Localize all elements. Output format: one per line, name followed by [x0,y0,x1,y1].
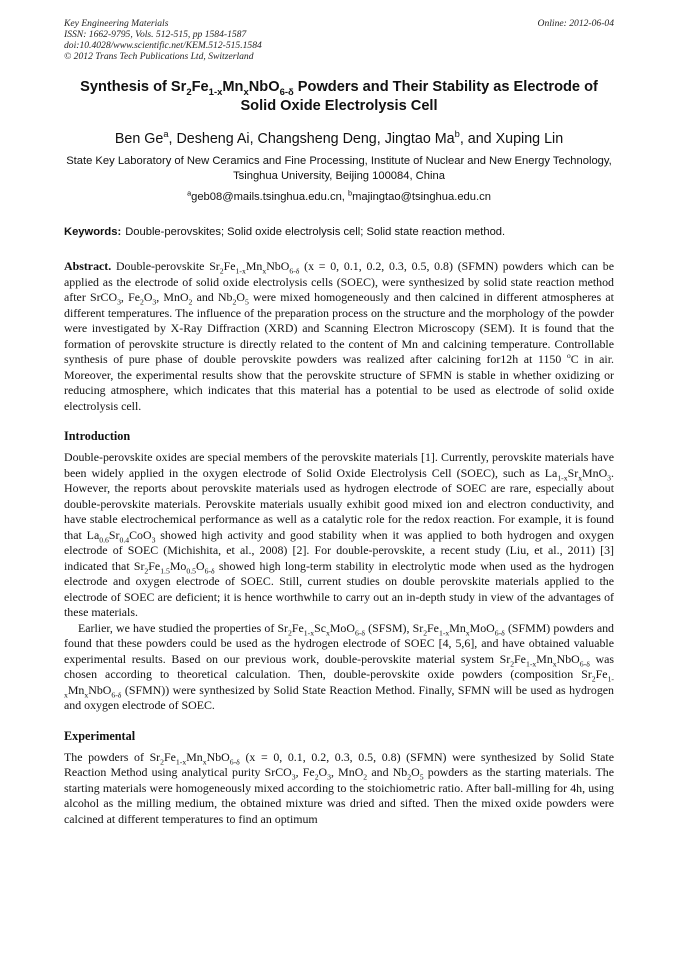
keywords [64,225,614,240]
email-b: majingtao@tsinghua.edu.cn [352,191,491,203]
online-date: Online: 2012-06-04 [537,18,614,29]
journal-header [64,18,614,62]
experimental-paragraph-1: The powders of $Sr_2Fe_{1-x}Mn_xNbO_{6-\delta}$ (x = 0, 0.1, 0.2, 0.3, 0.5, 0.8) (SFMN) were synthesized by Solid State Reaction Method using analytical purity SrCO$_3$, $Fe_2O_3$, MnO$_2$ and $Nb_2O_5$ powders as the starting materials. The starting materials were homogeneously mixed according to the stoichiometric ratio. After ball-milling for 4h, using alcohol as the milling medium, the obtained mixture was dried and sifted. Then the mixed oxide powders were calcined at different temperatures to find an optimum [64,749,614,826]
section-heading-experimental: Experimental [64,728,136,743]
abstract-label: Abstract. [64,259,112,273]
keywords-label: Keywords: [64,226,122,238]
copyright-line: © 2012 Trans Tech Publications Ltd, Switzerland [64,51,254,62]
section-heading-introduction: Introduction [64,429,131,443]
introduction-paragraph-1: Double-perovskite oxides are special members of the perovskite materials [1]. Currently, perovskite materials have been widely applied in the oxygen electrode of Solid Oxide Electrolysis Cell (SOEC), such as $La_{1-x}Sr_xMnO_3$. However, the reports about perovskite materials used as hydrogen electrode of SOEC are rare, especially about double-perovskite materials. Perovskite materials usually exhibit good mixed ion and electron conductivity, and have stable electrochemical performance as well as a catalytic role for the redox reaction. For example, it is found that $La_{0.6}Sr_{0.4}CoO_3$ showed high activity and good stability when it was applied to both hydrogen and oxygen electrode of SOEC (Michishita, et al., 2008) [2]. For double-perovskite, a recent study (Liu, et al., 2011) [3] indicated that $Sr_2Fe_{1.5}Mo_{0.5}O_{6-\delta}$ showed high long-term stability in electrolytic mode when used as the hydrogen electrode and oxygen electrode of SOEC. Still, current studies on double perovskite materials applied to the electrode of SOEC are deficient; it is hence worthwhile to carry out an in-depth study in view of the advantages of these materials. [64,450,614,619]
doi-line: doi:10.4028/www.scientific.net/KEM.512-515.1584 [64,40,262,51]
keywords-text: Double-perovskites; Solid oxide electrolysis cell; Solid state reaction method. [125,226,506,238]
abstract-paragraph: Abstract. Double-perovskite $Sr_2Fe_{1-x}Mn_xNbO_{6-\delta}$ (x = 0, 0.1, 0.2, 0.3, 0.5, 0.8) (SFMN) powders which can be applied as the electrode of solid oxide electrolysis cells (SOEC), were synthesized by solid state reaction method after SrCO$_3$, $Fe_2O_3$, MnO$_2$ and $Nb_2O_5$ were mixed homogeneously and then calcined in different atmospheres at different temperatures. The influence of the preparation process on the structure and the morphology of the powder were investigated by X-Ray Diffraction (XRD) and Scanning Electron Microscopy (SEM). It is found that the formation of perovskite structure is directly related to the content of Mn and calcining temperature. Controllable synthesis of pure phase of double perovskite powders was realized after calcining for12h at 1150 $^o$C in air. Moreover, the experimental results show that the perovskite structure of SFMN is stable in whether oxidizing or reducing atmosphere, which indicates that this material has a potential to be used as electrode of solid oxide electrolysis cell. [64,259,615,413]
journal-name: Key Engineering Materials [64,18,169,29]
issn-line: ISSN: 1662-9795, Vols. 512-515, pp 1584-1587 [64,29,247,40]
affiliation: State Key Laboratory of New Ceramics and Fine Processing, Institute of Nuclear and New Energy Technology, Tsinghua University, Beijing 100084, China [66,155,612,182]
paper-title: Synthesis of $Sr_2Fe_{1-x}Mn_xNbO_{6-\delta}$ Powders and Their Stability as Electrode of Solid Oxide Electrolysis Cell [80,79,598,114]
email-a: geb08@mails.tsinghua.edu.cn, [191,191,349,203]
introduction-paragraph-2: Earlier, we have studied the properties of $Sr_2Fe_{1-x}Sc_xMoO_{6-\delta}$ (SFSM), $Sr_2Fe_{1-x}Mn_xMoO_{6-\delta}$ (SFMM) powders and found that these powders could be used as the hydrogen electrode of SOEC [4, 5,6], and have obtained valuable experimental results. Based on our previous work, double-perovskite material system $Sr_2Fe_{1-x}Mn_xNbO_{6-\delta}$ was chosen according to theoretical calculation. Then, double-perovskite oxide powders (composition $Sr_2Fe_{1-x}Mn_xNbO_{6-\delta}$ (SFMN)) were synthesized by Solid State Reaction Method. Finally, SFMN will be used as hydrogen and oxygen electrode of SOEC. [64,620,614,712]
author-emails: $^a$geb08@mails.tsinghua.edu.cn, $^b$majingtao@tsinghua.edu.cn [187,188,491,203]
author-list: Ben Ge$^a$, Desheng Ai, Changsheng Deng, Jingtao Ma$^b$, and Xuping Lin [114,129,564,147]
